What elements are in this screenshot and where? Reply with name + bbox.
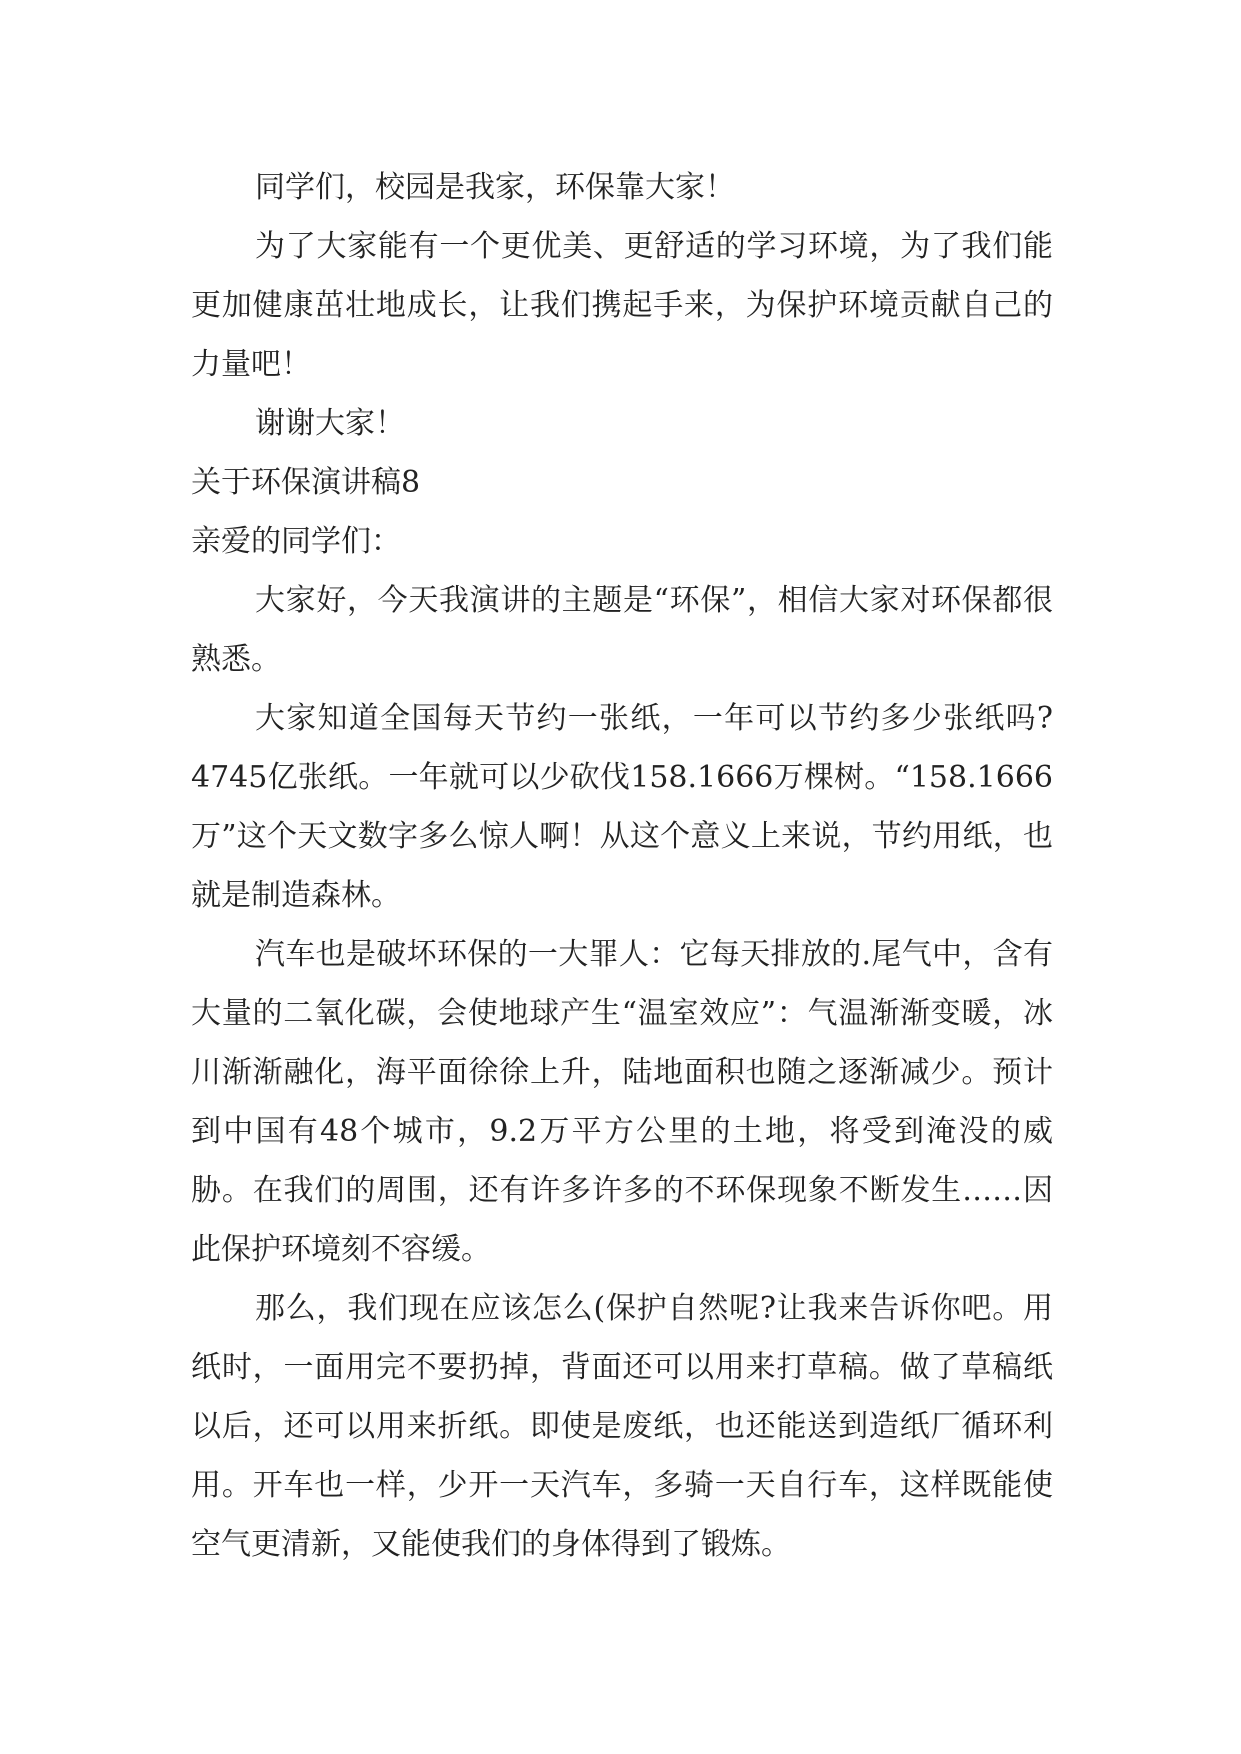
paragraph-thanks: 谢谢大家！: [255, 406, 405, 441]
salutation: 亲爱的同学们：: [191, 524, 401, 559]
paragraph-intro: 大家好，今天我演讲的主题是“环保”，相信大家对环保都很熟悉。: [191, 583, 1053, 677]
paragraph-slogan: 同学们，校园是我家，环保靠大家！: [255, 170, 735, 205]
document-body: [191, 158, 1053, 1574]
section-heading: 关于环保演讲稿8: [191, 465, 421, 500]
paragraph-car-emissions: 汽车也是破坏环保的一大罪人：它每天排放的.尾气中，含有大量的二氧化碳，会使地球产生“温室效应”：气温渐渐变暖，冰川渐渐融化，海平面徐徐上升，陆地面积也随之逐渐减少。预计到中国有48个城市，9.2万平方公里的土地，将受到淹没的威胁。在我们的周围，还有许多许多的不环保现象不断发生……因此保护环境刻不容缓。: [191, 937, 1053, 1267]
paragraph-paper-saving: 大家知道全国每天节约一张纸，一年可以节约多少张纸吗?4745亿张纸。一年就可以少砍伐158.1666万棵树。“158.1666万”这个天文数字多么惊人啊！从这个意义上来说，节约用纸，也就是制造森林。: [191, 701, 1053, 913]
paragraph-call-to-action: 为了大家能有一个更优美、更舒适的学习环境，为了我们能更加健康茁壮地成长，让我们携起手来，为保护环境贡献自己的力量吧！: [191, 229, 1053, 382]
paragraph-how-to-protect: 那么，我们现在应该怎么(保护自然呢?让我来告诉你吧。用纸时，一面用完不要扔掉，背面还可以用来打草稿。做了草稿纸以后，还可以用来折纸。即使是废纸，也还能送到造纸厂循环利用。开车也一样，少开一天汽车，多骑一天自行车，这样既能使空气更清新，又能使我们的身体得到了锻炼。: [191, 1291, 1053, 1562]
